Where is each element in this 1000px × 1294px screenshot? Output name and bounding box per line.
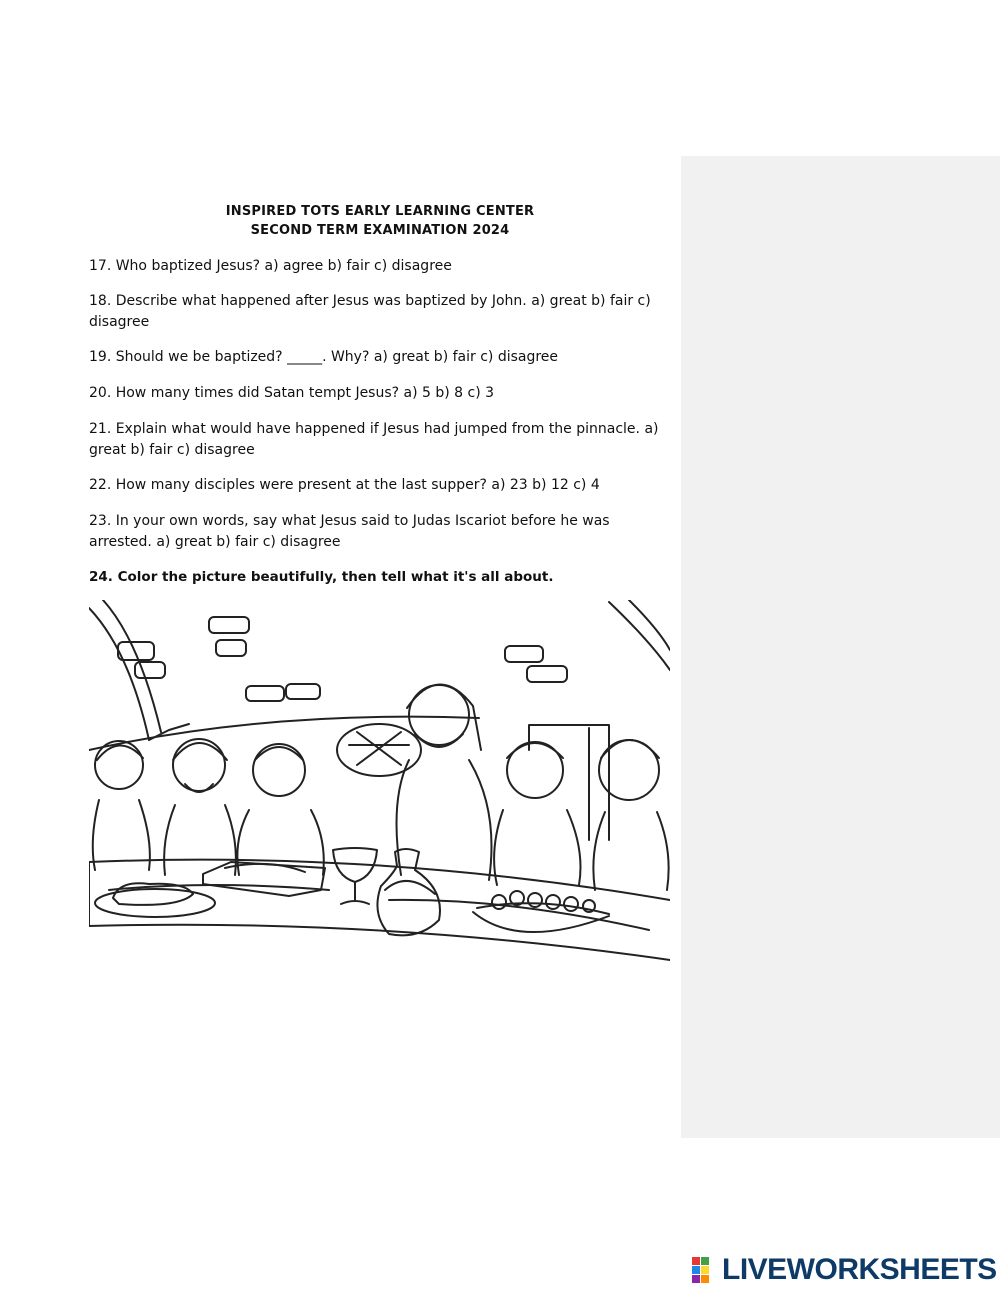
- question-21: 21. Explain what would have happened if Jesus had jumped from the pinnacle. a) great b) fair c) disagree: [89, 421, 659, 458]
- question-19: 19. Should we be baptized? _____. Why? a) great b) fair c) disagree: [89, 349, 559, 365]
- question-24: 24. Color the picture beautifully, then tell what it's all about.: [89, 569, 554, 585]
- liveworksheets-logo: [692, 1253, 997, 1287]
- worksheet-header: [90, 202, 670, 240]
- question-18: 18. Describe what happened after Jesus was baptized by John. a) great b) fair c) disagree: [89, 293, 651, 330]
- last-supper-coloring-picture: [89, 600, 670, 967]
- liveworksheets-blocks-icon: [692, 1257, 718, 1283]
- question-17: 17. Who baptized Jesus? a) agree b) fair c) disagree: [89, 258, 452, 274]
- liveworksheets-wordmark: LIVEWORKSHEETS: [722, 1253, 997, 1286]
- school-name: INSPIRED TOTS EARLY LEARNING CENTER: [225, 204, 535, 219]
- question-23: 23. In your own words, say what Jesus said to Judas Iscariot before he was arrested. a) great b) fair c) disagree: [89, 513, 610, 550]
- question-20: 20. How many times did Satan tempt Jesus? a) 5 b) 8 c) 3: [89, 385, 495, 401]
- exam-title: SECOND TERM EXAMINATION 2024: [250, 223, 510, 238]
- question-22: 22. How many disciples were present at the last supper? a) 23 b) 12 c) 4: [89, 477, 600, 493]
- comment-sidebar: [681, 156, 1000, 1138]
